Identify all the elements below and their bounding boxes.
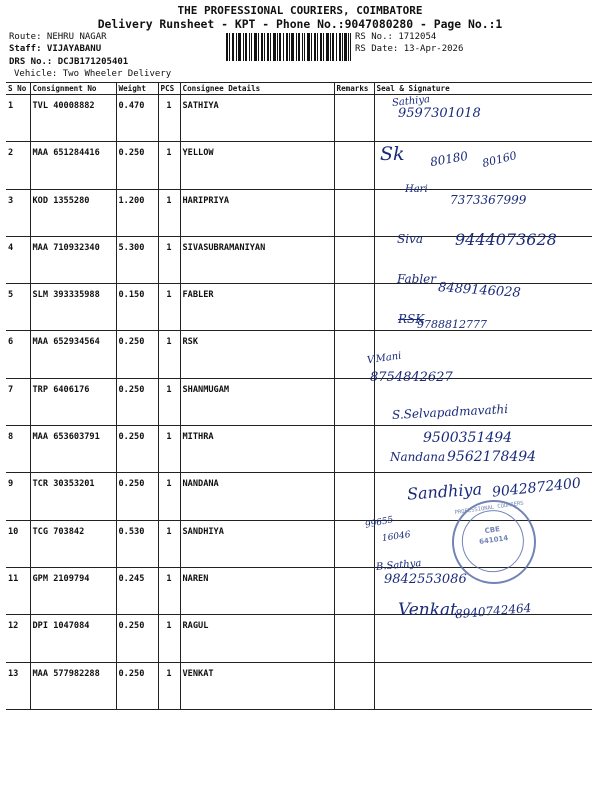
signature-phone: 99655 (364, 515, 395, 531)
signature-phone: 9562178494 (447, 449, 537, 465)
cell-consignment-no: MAA 653603791 (30, 426, 116, 473)
table-row (6, 615, 592, 662)
cell-consignment-no: KOD 1355280 (30, 189, 116, 236)
cell-sno: 11 (6, 567, 30, 614)
cell-sno: 10 (6, 520, 30, 567)
runsheet-title: Delivery Runsheet - KPT - Phone No.:9047080280 - Page No.:1 (97, 17, 503, 31)
cell-pcs: 1 (158, 520, 180, 567)
cell-pcs: 1 (158, 567, 180, 614)
cell-consignee: NAREN (180, 567, 334, 614)
cell-consignee: YELLOW (180, 142, 334, 189)
cell-pcs: 1 (158, 284, 180, 331)
cell-consignee: SHANMUGAM (180, 378, 334, 425)
table-row (6, 331, 592, 378)
cell-pcs: 1 (158, 426, 180, 473)
table-row (6, 662, 592, 709)
cell-pcs: 1 (158, 378, 180, 425)
cell-sno: 6 (6, 331, 30, 378)
signature-phone: 80180 (429, 148, 470, 170)
cell-consignee: MITHRA (180, 426, 334, 473)
cell-pcs: 1 (158, 95, 180, 142)
rs-date: RS Date: 13-Apr-2026 (355, 44, 464, 54)
signature-name: Siva (397, 232, 423, 246)
cell-consignee: SATHIYA (180, 95, 334, 142)
signature-phone: 9788812777 (417, 318, 487, 331)
cell-sno: 4 (6, 236, 30, 283)
cell-weight: 0.250 (116, 426, 158, 473)
cell-weight: 0.250 (116, 662, 158, 709)
cell-weight: 0.530 (116, 520, 158, 567)
cell-pcs: 1 (158, 331, 180, 378)
cell-consignment-no: TRP 6406176 (30, 378, 116, 425)
cell-sno: 5 (6, 284, 30, 331)
table-row (6, 142, 592, 189)
cell-remarks (334, 189, 374, 236)
cell-remarks (334, 426, 374, 473)
cell-sno: 8 (6, 426, 30, 473)
signature-name: Sandhiya (406, 479, 483, 504)
signature-name: Sathiya (391, 94, 431, 109)
signature-name: Fabler (397, 272, 437, 286)
rs-number: RS No.: 1712054 (355, 32, 437, 42)
cell-consignee: NANDANA (180, 473, 334, 520)
signature-name: Venkat (398, 600, 457, 620)
cell-weight: 0.250 (116, 142, 158, 189)
col-seal-signature: Seal & Signature (374, 83, 592, 95)
col-consignee: Consignee Details (180, 83, 334, 95)
cell-sno: 3 (6, 189, 30, 236)
stamp-pin: 641014 (478, 534, 509, 547)
signature-name: B.Sathya (375, 558, 422, 573)
cell-consignee: VENKAT (180, 662, 334, 709)
signature-phone: 8940742464 (454, 600, 532, 622)
signature-name: Nandana (390, 450, 446, 464)
signature-name: RSK (398, 312, 425, 326)
signature-phone: 80160 (480, 148, 519, 171)
barcode (226, 33, 351, 61)
cell-consignment-no: MAA 652934564 (30, 331, 116, 378)
cell-pcs: 1 (158, 142, 180, 189)
cell-weight: 1.200 (116, 189, 158, 236)
cell-consignee: SIVASUBRAMANIYAN (180, 236, 334, 283)
cell-remarks (334, 236, 374, 283)
cell-pcs: 1 (158, 236, 180, 283)
cell-consignment-no: MAA 577982288 (30, 662, 116, 709)
cell-sno: 1 (6, 95, 30, 142)
signature-phone: 16046 (381, 530, 412, 544)
signature-phone: 9444073628 (455, 230, 557, 249)
col-pcs: PCS (158, 83, 180, 95)
cell-remarks (334, 284, 374, 331)
cell-sno: 13 (6, 662, 30, 709)
cell-sno: 2 (6, 142, 30, 189)
signature-phone: 8489146028 (437, 280, 522, 301)
cell-consignee: HARIPRIYA (180, 189, 334, 236)
cell-pcs: 1 (158, 189, 180, 236)
cell-signature (374, 662, 592, 709)
signature-phone: 8754842627 (370, 370, 453, 385)
cell-sno: 12 (6, 615, 30, 662)
stamp-code: CBE (484, 525, 501, 536)
cell-consignment-no: SLM 393335988 (30, 284, 116, 331)
cell-weight: 0.250 (116, 473, 158, 520)
cell-consignment-no: GPM 2109794 (30, 567, 116, 614)
cell-pcs: 1 (158, 662, 180, 709)
signature-name: V.Mani (366, 350, 403, 367)
cell-remarks (334, 378, 374, 425)
signature-phone: 9842553086 (384, 572, 467, 587)
cell-consignment-no: MAA 710932340 (30, 236, 116, 283)
cell-remarks (334, 615, 374, 662)
cell-remarks (334, 142, 374, 189)
cell-signature (374, 615, 592, 662)
cell-weight: 0.250 (116, 331, 158, 378)
cell-consignment-no: DPI 1047084 (30, 615, 116, 662)
signature-name: Hari (405, 184, 428, 195)
col-consignment-no: Consignment No (30, 83, 116, 95)
cell-pcs: 1 (158, 473, 180, 520)
col-weight: Weight (116, 83, 158, 95)
stamp-outer-text: PROFESSIONAL COURIERS (454, 500, 525, 517)
cell-sno: 9 (6, 473, 30, 520)
signature-phone: 9500351494 (423, 430, 513, 446)
table-header-row (6, 83, 592, 95)
vehicle-label: Vehicle: Two Wheeler Delivery (14, 69, 172, 79)
cell-consignment-no: TCG 703842 (30, 520, 116, 567)
route-label: Route: NEHRU NAGAR (9, 32, 107, 42)
cell-weight: 0.250 (116, 378, 158, 425)
cell-sno: 7 (6, 378, 30, 425)
cell-weight: 0.245 (116, 567, 158, 614)
company-name: THE PROFESSIONAL COURIERS, COIMBATORE (177, 4, 423, 17)
cell-remarks (334, 567, 374, 614)
cell-consignee: RSK (180, 331, 334, 378)
signature-name: Sk (380, 143, 405, 165)
signature-phone: 9597301018 (398, 106, 481, 121)
cell-weight: 5.300 (116, 236, 158, 283)
col-sno: S No (6, 83, 30, 95)
cell-consignment-no: MAA 651284416 (30, 142, 116, 189)
drs-label: DRS No.: DCJB171205401 (9, 57, 129, 67)
cell-consignee: SANDHIYA (180, 520, 334, 567)
cell-consignment-no: TCR 30353201 (30, 473, 116, 520)
cell-remarks (334, 473, 374, 520)
cell-consignee: FABLER (180, 284, 334, 331)
cell-pcs: 1 (158, 615, 180, 662)
signature-phone: 9042872400 (491, 475, 582, 501)
cell-remarks (334, 95, 374, 142)
signature-name: S.Selvapadmavathi (391, 401, 509, 423)
cell-remarks (334, 662, 374, 709)
cell-consignee: RAGUL (180, 615, 334, 662)
table-row (6, 95, 592, 142)
cell-consignment-no: TVL 40008882 (30, 95, 116, 142)
cell-weight: 0.470 (116, 95, 158, 142)
col-remarks: Remarks (334, 83, 374, 95)
staff-label: Staff: VIJAYABANU (9, 44, 102, 54)
cell-weight: 0.250 (116, 615, 158, 662)
signature-phone: 7373367999 (450, 193, 527, 207)
cell-weight: 0.150 (116, 284, 158, 331)
